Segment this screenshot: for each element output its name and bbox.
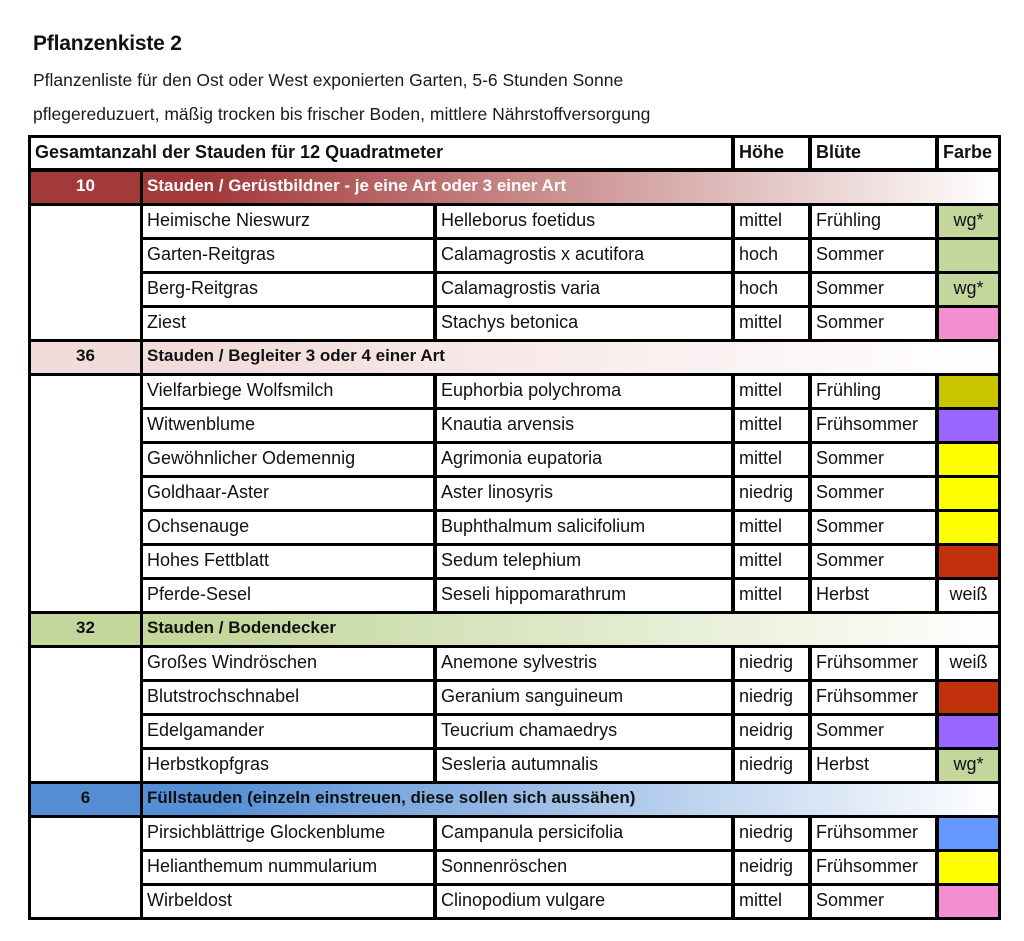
plant-latin-name: Calamagrostis varia [437,274,731,305]
plant-latin-name: Stachys betonica [437,308,731,339]
plant-table [28,135,1001,920]
plant-bloom: Frühling [812,376,935,407]
plant-height: mittel [735,512,808,543]
plant-color-swatch: weiß [939,580,998,611]
group-count-spacer [31,818,140,917]
plant-height: hoch [735,240,808,271]
plant-bloom: Sommer [812,308,935,339]
plant-common-name: Heimische Nieswurz [143,206,433,237]
plant-height: mittel [735,206,808,237]
plant-bloom: Frühsommer [812,648,935,679]
plant-bloom: Sommer [812,444,935,475]
plant-common-name: Goldhaar-Aster [143,478,433,509]
plant-color-swatch [939,308,998,339]
header-height-label: Höhe [735,138,808,168]
header-bloom-label: Blüte [812,138,935,168]
plant-color-swatch [939,716,998,747]
plant-common-name: Vielfarbiege Wolfsmilch [143,376,433,407]
plant-color-swatch [939,852,998,883]
plant-latin-name: Seseli hippomarathrum [437,580,731,611]
plant-common-name: Hohes Fettblatt [143,546,433,577]
plant-bloom: Frühsommer [812,682,935,713]
plant-bloom: Sommer [812,546,935,577]
plant-bloom: Frühsommer [812,410,935,441]
plant-color-swatch: weiß [939,648,998,679]
plant-height: niedrig [735,682,808,713]
plant-latin-name: Helleborus foetidus [437,206,731,237]
plant-bloom: Frühsommer [812,852,935,883]
plant-bloom: Herbst [812,750,935,781]
plant-latin-name: Knautia arvensis [437,410,731,441]
plant-height: mittel [735,886,808,917]
group-label: Stauden / Gerüstbildner - je eine Art oder 3 einer Art [143,172,998,203]
plant-common-name: Blutstrochschnabel [143,682,433,713]
plant-latin-name: Geranium sanguineum [437,682,731,713]
plant-bloom: Sommer [812,512,935,543]
plant-common-name: Pferde-Sesel [143,580,433,611]
plant-common-name: Herbstkopfgras [143,750,433,781]
plant-height: niedrig [735,478,808,509]
group-count: 10 [31,172,140,203]
plant-color-swatch [939,240,998,271]
plant-latin-name: Campanula persicifolia [437,818,731,849]
plant-latin-name: Sedum telephium [437,546,731,577]
plant-bloom: Herbst [812,580,935,611]
plant-latin-name: Agrimonia eupatoria [437,444,731,475]
plant-bloom: Sommer [812,886,935,917]
group-count: 6 [31,784,140,815]
plant-bloom: Sommer [812,716,935,747]
plant-height: mittel [735,580,808,611]
plant-height: neidrig [735,716,808,747]
plant-common-name: Witwenblume [143,410,433,441]
plant-color-swatch [939,546,998,577]
subtitle-line-2: pflegereduzuert, mäßig trocken bis frischer Boden, mittlere Nährstoffversorgung [33,104,651,124]
group-label: Füllstauden (einzeln einstreuen, diese sollen sich aussähen) [143,784,998,815]
plant-bloom: Sommer [812,478,935,509]
plant-color-swatch [939,682,998,713]
header-color-label: Farbe [939,138,998,168]
plant-height: niedrig [735,818,808,849]
plant-height: mittel [735,410,808,441]
plant-height: mittel [735,444,808,475]
plant-common-name: Pirsichblättrige Glockenblume [143,818,433,849]
group-label: Stauden / Begleiter 3 oder 4 einer Art [143,342,998,373]
plant-common-name: Gewöhnlicher Odemennig [143,444,433,475]
plant-latin-name: Sesleria autumnalis [437,750,731,781]
plant-color-swatch [939,512,998,543]
plant-color-swatch [939,376,998,407]
plant-common-name: Berg-Reitgras [143,274,433,305]
plant-common-name: Helianthemum nummularium [143,852,433,883]
plant-height: niedrig [735,648,808,679]
plant-latin-name: Clinopodium vulgare [437,886,731,917]
group-count: 36 [31,342,140,373]
subtitle-line-1: Pflanzenliste für den Ost oder West exponierten Garten, 5-6 Stunden Sonne [33,70,624,90]
group-label: Stauden / Bodendecker [143,614,998,645]
header-total-label: Gesamtanzahl der Stauden für 12 Quadratmeter [31,138,731,168]
plant-color-swatch [939,410,998,441]
plant-common-name: Wirbeldost [143,886,433,917]
plant-latin-name: Aster linosyris [437,478,731,509]
plant-latin-name: Anemone sylvestris [437,648,731,679]
plant-common-name: Ziest [143,308,433,339]
plant-color-swatch [939,818,998,849]
plant-latin-name: Buphthalmum salicifolium [437,512,731,543]
plant-color-swatch: wg* [939,750,998,781]
group-count-spacer [31,376,140,611]
plant-color-swatch [939,444,998,475]
plant-height: mittel [735,376,808,407]
plant-height: hoch [735,274,808,305]
plant-bloom: Sommer [812,274,935,305]
plant-latin-name: Euphorbia polychroma [437,376,731,407]
group-count-spacer [31,648,140,781]
plant-color-swatch [939,886,998,917]
plant-common-name: Garten-Reitgras [143,240,433,271]
page-title: Pflanzenkiste 2 [33,32,182,55]
plant-bloom: Frühsommer [812,818,935,849]
plant-color-swatch: wg* [939,274,998,305]
plant-common-name: Großes Windröschen [143,648,433,679]
plant-latin-name: Sonnenröschen [437,852,731,883]
plant-common-name: Ochsenauge [143,512,433,543]
plant-height: mittel [735,546,808,577]
plant-height: mittel [735,308,808,339]
plant-latin-name: Calamagrostis x acutifora [437,240,731,271]
plant-color-swatch [939,478,998,509]
group-count-spacer [31,206,140,339]
plant-bloom: Frühling [812,206,935,237]
plant-height: neidrig [735,852,808,883]
plant-latin-name: Teucrium chamaedrys [437,716,731,747]
plant-bloom: Sommer [812,240,935,271]
plant-color-swatch: wg* [939,206,998,237]
plant-height: niedrig [735,750,808,781]
group-count: 32 [31,614,140,645]
plant-common-name: Edelgamander [143,716,433,747]
